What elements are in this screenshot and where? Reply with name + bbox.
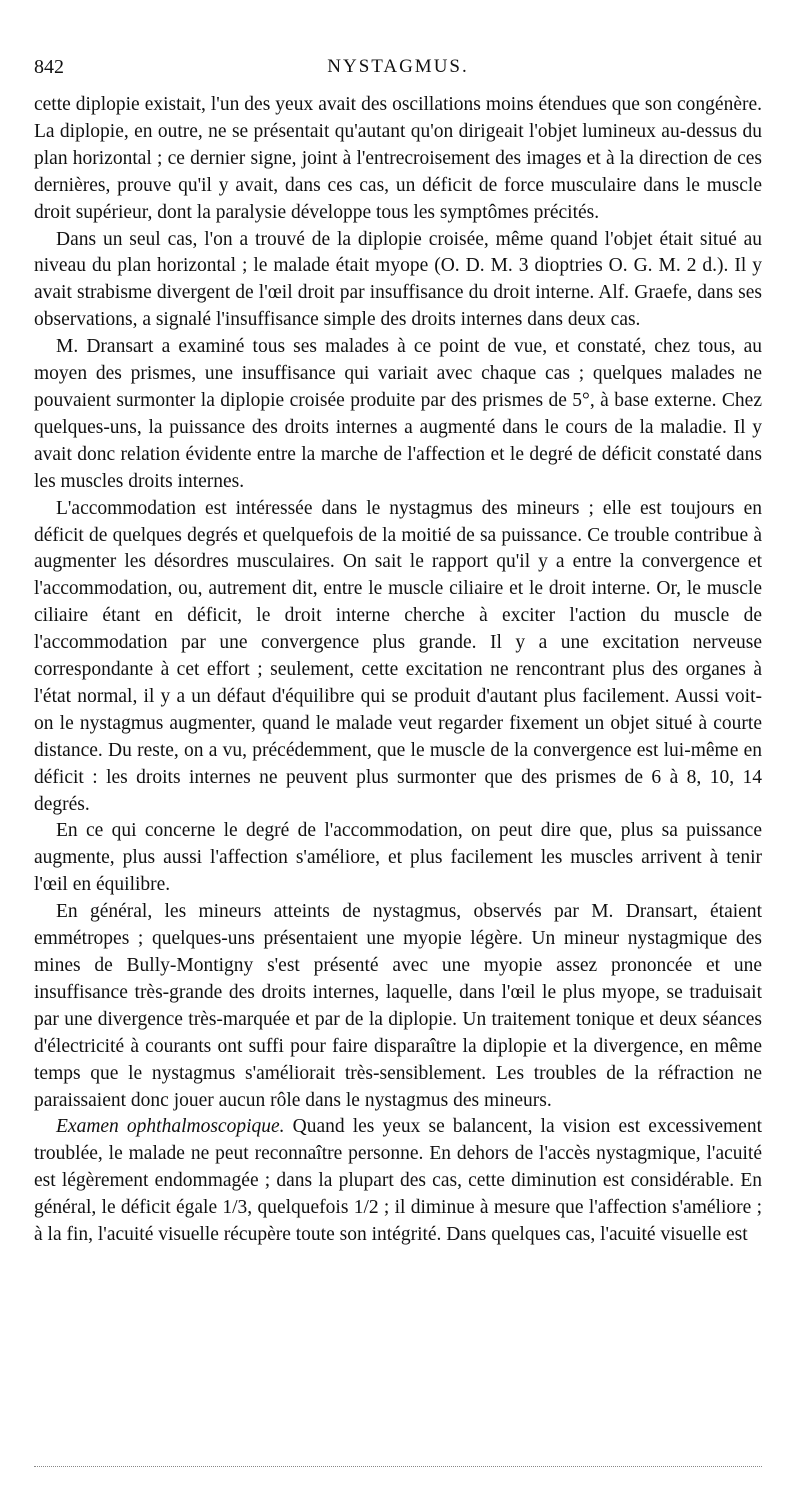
section-heading: Examen ophthalmoscopique.	[56, 1116, 285, 1138]
paragraph-text: En général, les mineurs atteints de nystagmus, observés par M. Dransart, étaient emmétropes ; quelques-uns présentaient une myopie légère. Un mineur nystagmique des mines de Bully-Montigny s'est présenté avec une myopie assez prononcée et une insuffisance très-grande des droits internes, laquelle, dans l'œil le plus myope, se traduisait par une divergence très-marquée et par de la diplopie. Un traitement tonique et deux séances d'électricité à courants ont suffi pour faire disparaître la diplopie et la divergence, en même temps que le nystagmus s'améliorait très-sensiblement. Les troubles de la réfraction ne paraissaient donc jouer aucun rôle dans le nystagmus des mineurs.	[34, 901, 762, 1111]
paragraph	[34, 818, 762, 899]
paragraph	[34, 899, 762, 1114]
paragraph-text: L'accommodation est intéressée dans le nystagmus des mineurs ; elle est toujours en déficit de quelques degrés et quelquefois de la moitié de sa puissance. Ce trouble contribue à augmenter les désordres musculaires. On sait le rapport qu'il y a entre la convergence et l'accommodation, ou, autrement dit, entre le muscle ciliaire et le droit interne. Or, le muscle ciliaire étant en déficit, le droit interne cherche à exciter l'action du muscle de l'accommodation par une convergence plus grande. Il y a une excitation nerveuse correspondante à cet effort ; seulement, cette excitation ne rencontrant plus des organes à l'état normal, il y a un défaut d'équilibre qui se produit d'autant plus facilement. Aussi voit-on le nystagmus augmenter, quand le malade veut regarder fixement un objet situé à courte distance. Du reste, on a vu, précédemment, que le muscle de la convergence est lui-même en déficit : les droits internes ne peuvent plus surmonter que des prismes de 6 à 8, 10, 14 degrés.	[34, 497, 762, 815]
paragraph	[34, 227, 762, 335]
running-title: NYSTAGMUS.	[327, 56, 469, 77]
paragraph	[34, 92, 762, 227]
paragraph-text: Quand les yeux se balancent, la vision est excessivement troublée, le malade ne peut reconnaître personne. En dehors de l'accès nystagmique, l'acuité est légèrement endommagée ; dans la plupart des cas, cette diminution est considérable. En général, le déficit égale 1/3, quelquefois 1/2 ; il diminue à mesure que l'affection s'améliore ; à la fin, l'acuité visuelle récupère toute son intégrité. Dans quelques cas, l'acuité visuelle est	[34, 1116, 762, 1246]
paragraph	[34, 496, 762, 819]
body-text	[34, 92, 762, 1249]
paragraph-text: M. Dransart a examiné tous ses malades à ce point de vue, et constaté, chez tous, au moyen des prismes, une insuffisance qui variait avec chaque cas ; quelques malades ne pouvaient surmonter la diplopie croisée produite par des prismes de 5°, à base externe. Chez quelques-uns, la puissance des droits internes a augmenté dans le cours de la maladie. Il y avait donc relation évidente entre la marche de l'affection et le degré de déficit constaté dans les muscles droits internes.	[34, 336, 762, 492]
running-header	[34, 50, 762, 80]
paragraph	[34, 334, 762, 495]
paragraph-text: Dans un seul cas, l'on a trouvé de la diplopie croisée, même quand l'objet était situé au niveau du plan horizontal ; le malade était myope (O. D. M. 3 dioptries O. G. M. 2 d.). Il y avait strabisme divergent de l'œil droit par insuffisance du droit interne. Alf. Graefe, dans ses observations, a signalé l'insuffisance simple des droits internes dans deux cas.	[34, 228, 762, 331]
paragraph-text: En ce qui concerne le degré de l'accommodation, on peut dire que, plus sa puissance augmente, plus aussi l'affection s'améliore, et plus facilement les muscles arrivent à tenir l'œil en équilibre.	[34, 820, 762, 896]
page-number: 842	[34, 56, 64, 78]
paragraph	[34, 1114, 762, 1249]
paragraph-text: cette diplopie existait, l'un des yeux avait des oscillations moins étendues que son congénère. La diplopie, en outre, ne se présentait qu'autant qu'on dirigeait l'objet lumineux au-dessus du plan horizontal ; ce dernier signe, joint à l'entrecroisement des images et à la direction de ces dernières, prouve qu'il y avait, dans ces cas, un déficit de force musculaire dans le muscle droit supérieur, dont la paralysie développe tous les symptômes précités.	[34, 94, 762, 223]
footer-dotted-rule	[34, 1466, 762, 1467]
